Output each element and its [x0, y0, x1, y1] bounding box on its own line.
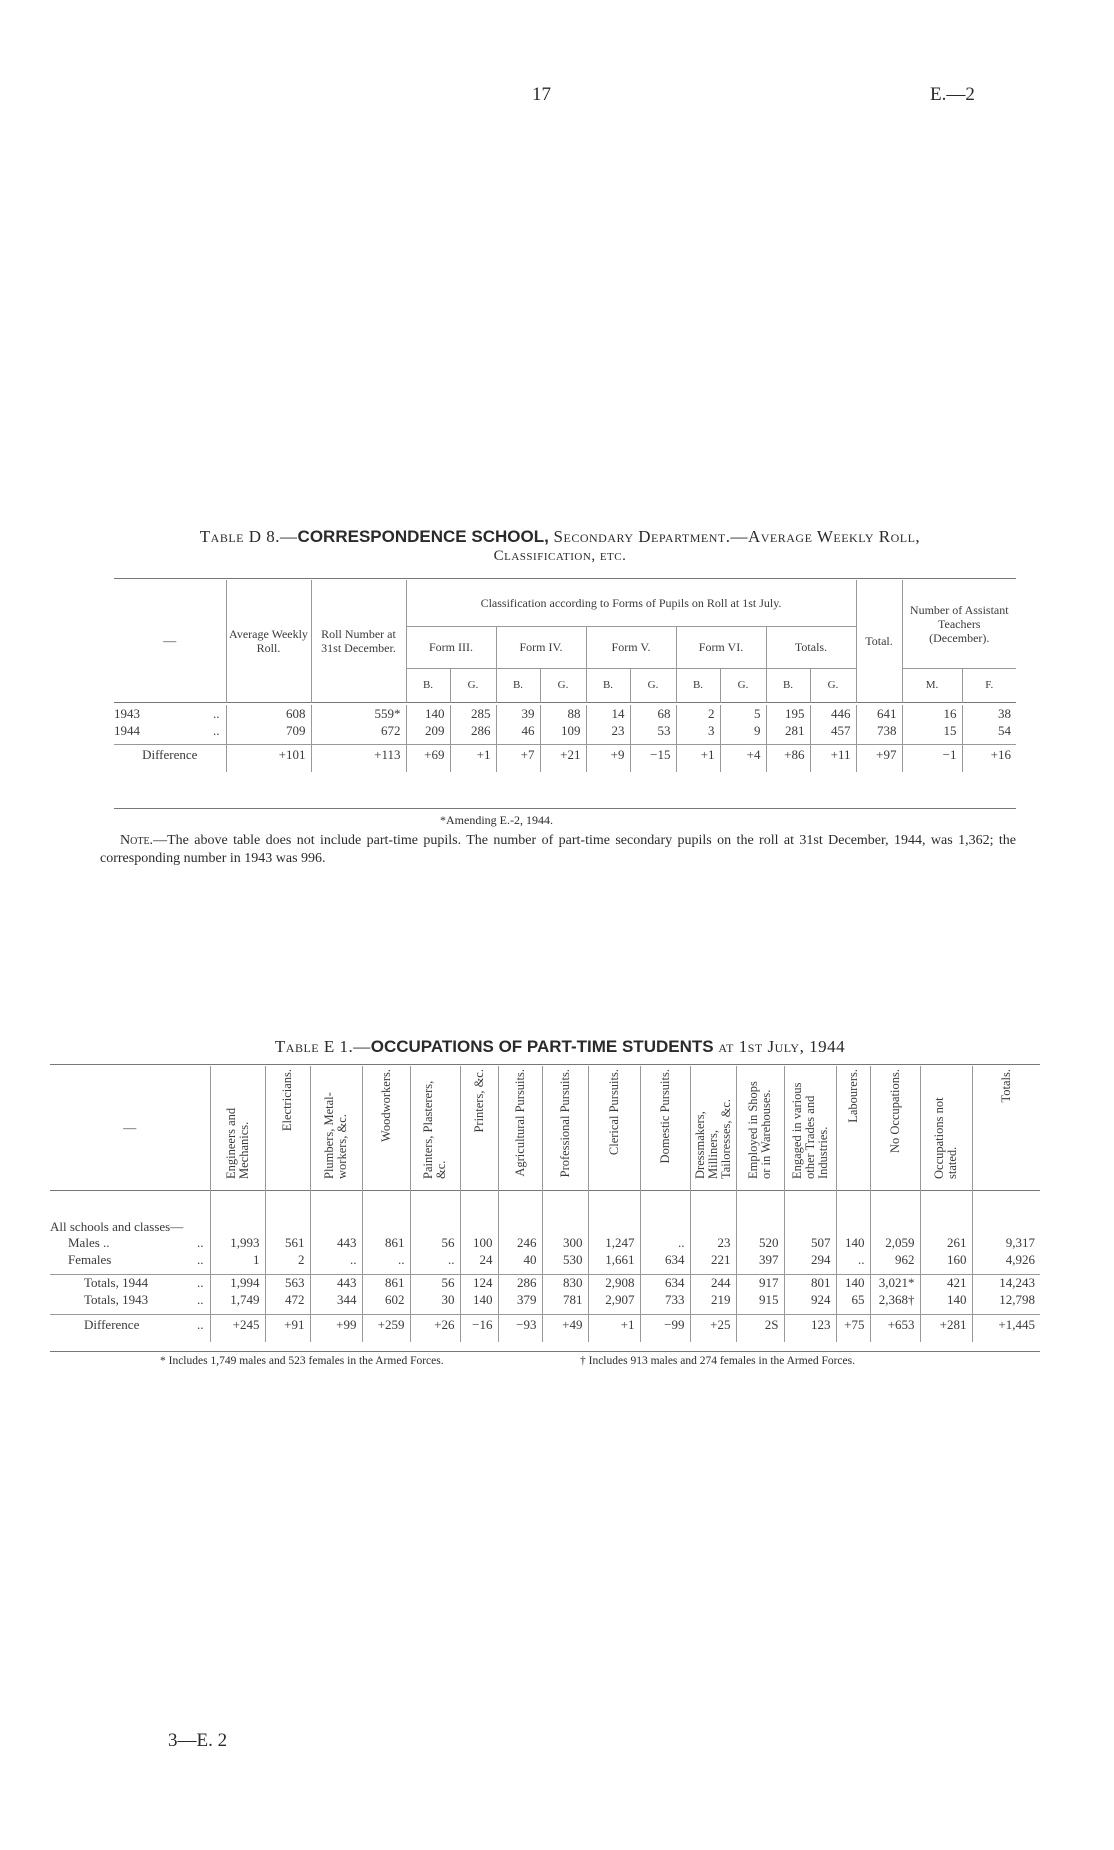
e1-footnote-1: * Includes 1,749 males and 523 females in the Armed Forces.	[160, 1355, 444, 1367]
d8-sub-b: B.	[406, 668, 450, 702]
table-cell: −99	[640, 1314, 690, 1336]
d8-col-teachers: Number of Assistant Teachers (December).	[909, 602, 1009, 645]
row-dots: ..	[197, 1274, 204, 1290]
table-cell: 672	[311, 722, 406, 739]
table-cell: 559*	[311, 705, 406, 722]
row-label	[50, 1251, 210, 1268]
d8-form-4: Form IV.	[496, 626, 586, 668]
d8-col-roll: Roll Number at 31st December.	[311, 580, 406, 702]
d8-sub-b: B.	[766, 668, 810, 702]
e1-column-label: Electricians.	[280, 1068, 294, 1131]
d8-amend-note: *Amending E.-2, 1944.	[440, 813, 553, 827]
row-label-text: Totals, 1944	[84, 1274, 149, 1290]
table-cell: 709	[226, 722, 311, 739]
title-rest: Secondary Department.—Average Weekly Roll,	[548, 527, 921, 546]
table-cell: −1	[902, 744, 962, 766]
table-cell: 53	[630, 722, 676, 739]
d8-sub-g: G.	[810, 668, 856, 702]
row-dots: ..	[197, 1317, 204, 1333]
table-cell: 65	[836, 1291, 870, 1308]
table-cell: 286	[498, 1274, 542, 1291]
title-rest: at 1st July, 1944	[713, 1037, 846, 1056]
row-dots: ..	[197, 1291, 204, 1307]
table-cell: 195	[766, 705, 810, 722]
table-cell: 733	[640, 1291, 690, 1308]
table-cell: +91	[265, 1314, 310, 1336]
table-cell: 924	[784, 1291, 836, 1308]
e1-column-label: Clerical Pursuits.	[606, 1068, 621, 1155]
table-cell: +113	[311, 744, 406, 766]
e1-column-header	[870, 1066, 920, 1190]
title-bold: CORRESPONDENCE SCHOOL,	[297, 527, 549, 546]
table-cell: 3	[676, 722, 720, 739]
table-cell: 294	[784, 1251, 836, 1268]
table-cell: 30	[410, 1291, 460, 1308]
d8-sub-b: B.	[586, 668, 630, 702]
table-d8	[114, 580, 1016, 772]
table-cell: 281	[766, 722, 810, 739]
table-cell: 140	[920, 1291, 972, 1308]
table-cell: 221	[690, 1251, 736, 1268]
table-cell: 379	[498, 1291, 542, 1308]
table-cell: +653	[870, 1314, 920, 1336]
table-row	[50, 1251, 1040, 1268]
d8-sub-g: G.	[720, 668, 766, 702]
table-cell: 40	[498, 1251, 542, 1268]
row-label	[114, 744, 226, 766]
table-cell: 602	[362, 1291, 410, 1308]
e1-column-header	[362, 1066, 410, 1190]
row-label-text: Totals, 1943	[84, 1291, 149, 1307]
table-cell: +75	[836, 1314, 870, 1336]
table-cell: 39	[496, 705, 540, 722]
d8-sub-b: B.	[676, 668, 720, 702]
table-d8-title	[100, 527, 1020, 547]
d8-form-5: Form V.	[586, 626, 676, 668]
table-cell: +99	[310, 1314, 362, 1336]
e1-column-header	[784, 1066, 836, 1190]
table-e1	[50, 1066, 1040, 1342]
table-cell: 38	[998, 705, 1011, 721]
table-cell: ..	[362, 1251, 410, 1268]
group-row	[50, 1190, 1040, 1234]
table-cell: 56	[410, 1234, 460, 1251]
table-row	[50, 1234, 1040, 1251]
table-cell: 209	[406, 722, 450, 739]
table-cell: 421	[920, 1274, 972, 1291]
table-cell: +259	[362, 1314, 410, 1336]
table-cell: 140	[836, 1234, 870, 1251]
e1-column-header	[640, 1066, 690, 1190]
e1-column-label: Labourers.	[845, 1068, 860, 1123]
e1-column-label: Engineers and Mechanics.	[223, 1107, 251, 1179]
d8-form-6: Form VI.	[676, 626, 766, 668]
table-cell: 2S	[736, 1314, 784, 1336]
table-cell: 54	[998, 722, 1011, 738]
e1-column-header	[498, 1066, 542, 1190]
table-cell: +281	[920, 1314, 972, 1336]
row-dots: ..	[213, 705, 220, 721]
table-cell: −16	[460, 1314, 498, 1336]
table-cell: 219	[690, 1291, 736, 1308]
d8-sub-m: M.	[902, 668, 962, 702]
table-cell: +4	[720, 744, 766, 766]
row-label	[50, 1234, 210, 1251]
e1-column-header	[836, 1066, 870, 1190]
table-cell: 100	[460, 1234, 498, 1251]
e1-column-label: Dressmakers, Milliners, Tailoresses, &c.	[692, 1098, 733, 1179]
table-cell: +86	[766, 744, 810, 766]
table-cell: 563	[265, 1274, 310, 1291]
e1-column-header	[210, 1066, 265, 1190]
table-cell: 830	[542, 1274, 588, 1291]
table-e1-title	[100, 1037, 1020, 1057]
e1-column-label: Woodworkers.	[378, 1068, 393, 1142]
table-cell: +25	[690, 1314, 736, 1336]
table-cell: +49	[542, 1314, 588, 1336]
table-cell: 917	[736, 1274, 784, 1291]
e1-column-label: Occupations not stated.	[932, 1097, 959, 1179]
table-cell: 160	[920, 1251, 972, 1268]
e1-column-header	[310, 1066, 362, 1190]
totals-row	[50, 1291, 1040, 1308]
table-cell: 46	[496, 722, 540, 739]
row-label-text: Males ..	[68, 1234, 110, 1250]
table-cell: 2,059	[870, 1234, 920, 1251]
table-cell: +1	[588, 1314, 640, 1336]
table-cell: +26	[410, 1314, 460, 1336]
table-cell: 962	[870, 1251, 920, 1268]
table-cell: +1	[676, 744, 720, 766]
table-cell: ..	[836, 1251, 870, 1268]
e1-column-label: Totals.	[998, 1068, 1013, 1103]
title-prefix: Table D 8.—	[199, 527, 298, 546]
table-cell: 14,243	[999, 1274, 1035, 1290]
d8-col-total: Total.	[856, 580, 902, 702]
table-cell: 68	[630, 705, 676, 722]
row-label-text: Difference	[84, 1317, 140, 1333]
e1-column-header	[265, 1066, 310, 1190]
table-cell: 9,317	[1005, 1234, 1035, 1250]
table-cell: 23	[586, 722, 630, 739]
difference-row	[114, 744, 1016, 766]
table-cell: 9	[720, 722, 766, 739]
table-cell: 530	[542, 1251, 588, 1268]
table-cell: 88	[540, 705, 586, 722]
table-cell: ..	[640, 1234, 690, 1251]
e1-column-label: Printers, &c.	[471, 1068, 486, 1133]
table-cell: 781	[542, 1291, 588, 1308]
totals-row	[50, 1274, 1040, 1291]
table-cell: 641	[856, 705, 902, 722]
row-dots: ..	[197, 1234, 204, 1250]
row-dots: ..	[213, 722, 220, 738]
table-cell: 472	[265, 1291, 310, 1308]
row-label	[114, 705, 226, 722]
row-label-text: Difference	[142, 747, 198, 763]
table-cell: 1,994	[210, 1274, 265, 1291]
e1-col-blank: —	[50, 1066, 210, 1190]
d8-sub-g: G.	[630, 668, 676, 702]
row-label-text: 1944	[114, 722, 140, 738]
d8-sub-g: G.	[540, 668, 586, 702]
table-cell: 2,368†	[870, 1291, 920, 1308]
table-cell: 1,247	[588, 1234, 640, 1251]
e1-column-label: Engaged in various other Trades and Industries.	[789, 1082, 830, 1179]
e1-column-header	[972, 1066, 1040, 1190]
table-cell: 4,926	[1005, 1251, 1035, 1267]
table-cell: 634	[640, 1274, 690, 1291]
table-row	[114, 722, 1016, 739]
table-cell: 244	[690, 1274, 736, 1291]
table-cell: +9	[586, 744, 630, 766]
table-cell: +101	[226, 744, 311, 766]
table-cell: 24	[460, 1251, 498, 1268]
table-cell: 300	[542, 1234, 588, 1251]
table-cell: 246	[498, 1234, 542, 1251]
group-label: All schools and classes—	[50, 1190, 210, 1234]
row-label	[50, 1291, 210, 1308]
row-label	[50, 1274, 210, 1291]
table-cell: 5	[720, 705, 766, 722]
table-cell: −93	[498, 1314, 542, 1336]
table-cell: 608	[226, 705, 311, 722]
table-cell: 3,021*	[870, 1274, 920, 1291]
table-cell: ..	[410, 1251, 460, 1268]
e1-column-header	[460, 1066, 498, 1190]
table-cell: +1	[450, 744, 496, 766]
e1-footnote-2: † Includes 913 males and 274 females in the Armed Forces.	[580, 1355, 855, 1367]
table-cell: 738	[856, 722, 902, 739]
table-row	[114, 705, 1016, 722]
e1-column-header	[542, 1066, 588, 1190]
e1-column-label: Domestic Pursuits.	[657, 1068, 672, 1164]
table-cell: 109	[540, 722, 586, 739]
table-cell: 2	[265, 1251, 310, 1268]
d8-col-class: Classification according to Forms of Pupils on Roll at 1st July.	[406, 580, 856, 626]
table-cell: +11	[810, 744, 856, 766]
table-cell: 123	[784, 1314, 836, 1336]
e1-column-label: Plumbers, Metal-workers, &c.	[322, 1091, 349, 1179]
table-cell: 56	[410, 1274, 460, 1291]
e1-column-label: Agricultural Pursuits.	[512, 1068, 527, 1177]
e1-column-header	[920, 1066, 972, 1190]
table-cell: 2,907	[588, 1291, 640, 1308]
report-code: E.—2	[930, 84, 975, 105]
table-d8-title-line2: Classification, etc.	[493, 548, 627, 564]
d8-form-3: Form III.	[406, 626, 496, 668]
table-cell: 507	[784, 1234, 836, 1251]
table-cell: 344	[310, 1291, 362, 1308]
table-cell: 634	[640, 1251, 690, 1268]
d8-sub-g: G.	[450, 668, 496, 702]
table-cell: ..	[310, 1251, 362, 1268]
table-cell: 14	[586, 705, 630, 722]
table-cell: 1,993	[210, 1234, 265, 1251]
e1-column-label: Employed in Shops or in Warehouses.	[746, 1080, 773, 1179]
table-cell: 2	[676, 705, 720, 722]
e1-column-header	[736, 1066, 784, 1190]
title-prefix: Table E 1.—	[274, 1037, 371, 1056]
table-cell: 1,749	[210, 1291, 265, 1308]
table-cell: 286	[450, 722, 496, 739]
table-cell: +245	[210, 1314, 265, 1336]
table-cell: 16	[902, 705, 962, 722]
row-label	[114, 722, 226, 739]
table-cell: 1,661	[588, 1251, 640, 1268]
table-cell: 124	[460, 1274, 498, 1291]
table-cell: 285	[450, 705, 496, 722]
table-cell: 861	[362, 1274, 410, 1291]
table-cell: +97	[856, 744, 902, 766]
title-bold: OCCUPATIONS OF PART-TIME STUDENTS	[370, 1037, 714, 1056]
table-cell: 801	[784, 1274, 836, 1291]
table-cell: 261	[920, 1234, 972, 1251]
table-cell: 1	[210, 1251, 265, 1268]
table-cell: 140	[406, 705, 450, 722]
table-cell: 23	[690, 1234, 736, 1251]
table-cell: 861	[362, 1234, 410, 1251]
table-cell: 2,908	[588, 1274, 640, 1291]
row-label-text: 1943	[114, 705, 140, 721]
table-cell: 12,798	[999, 1291, 1035, 1307]
table-cell: +21	[540, 744, 586, 766]
d8-sub-b: B.	[496, 668, 540, 702]
e1-column-label: Professional Pursuits.	[557, 1068, 572, 1178]
table-cell: 443	[310, 1234, 362, 1251]
d8-note	[100, 832, 1016, 868]
table-cell: 140	[836, 1274, 870, 1291]
page-number: 17	[532, 84, 551, 105]
table-cell: 15	[902, 722, 962, 739]
table-cell: 520	[736, 1234, 784, 1251]
row-label	[50, 1314, 210, 1336]
d8-sub-f: F.	[962, 668, 1016, 702]
e1-column-label: Painters, Plasterers, &c.	[421, 1080, 448, 1179]
e1-column-header	[690, 1066, 736, 1190]
table-cell: +16	[990, 747, 1011, 763]
difference-row	[50, 1314, 1040, 1336]
table-cell: +69	[406, 744, 450, 766]
table-cell: 443	[310, 1274, 362, 1291]
table-cell: +7	[496, 744, 540, 766]
footer-code: 3—E. 2	[168, 1730, 228, 1751]
note-label: Note.	[120, 833, 154, 848]
table-cell: +1,445	[998, 1317, 1035, 1333]
row-label-text: Females	[68, 1251, 112, 1267]
e1-column-label: No Occupations.	[887, 1068, 902, 1153]
d8-col-avg: Average Weekly Roll.	[226, 580, 311, 702]
d8-col-blank: —	[114, 580, 226, 702]
table-cell: 140	[460, 1291, 498, 1308]
table-cell: 457	[810, 722, 856, 739]
table-cell: 561	[265, 1234, 310, 1251]
table-cell: 915	[736, 1291, 784, 1308]
row-dots: ..	[197, 1251, 204, 1267]
table-cell: 397	[736, 1251, 784, 1268]
table-cell: 446	[810, 705, 856, 722]
table-cell: −15	[630, 744, 676, 766]
note-text: —The above table does not include part-time pupils. The number of part-time secondary pupils on the roll at 31st December, 1944, was 1,362; the corresponding number in 1943 was 996.	[100, 833, 1016, 866]
e1-column-header	[410, 1066, 460, 1190]
e1-column-header	[588, 1066, 640, 1190]
d8-form-totals: Totals.	[766, 626, 856, 668]
